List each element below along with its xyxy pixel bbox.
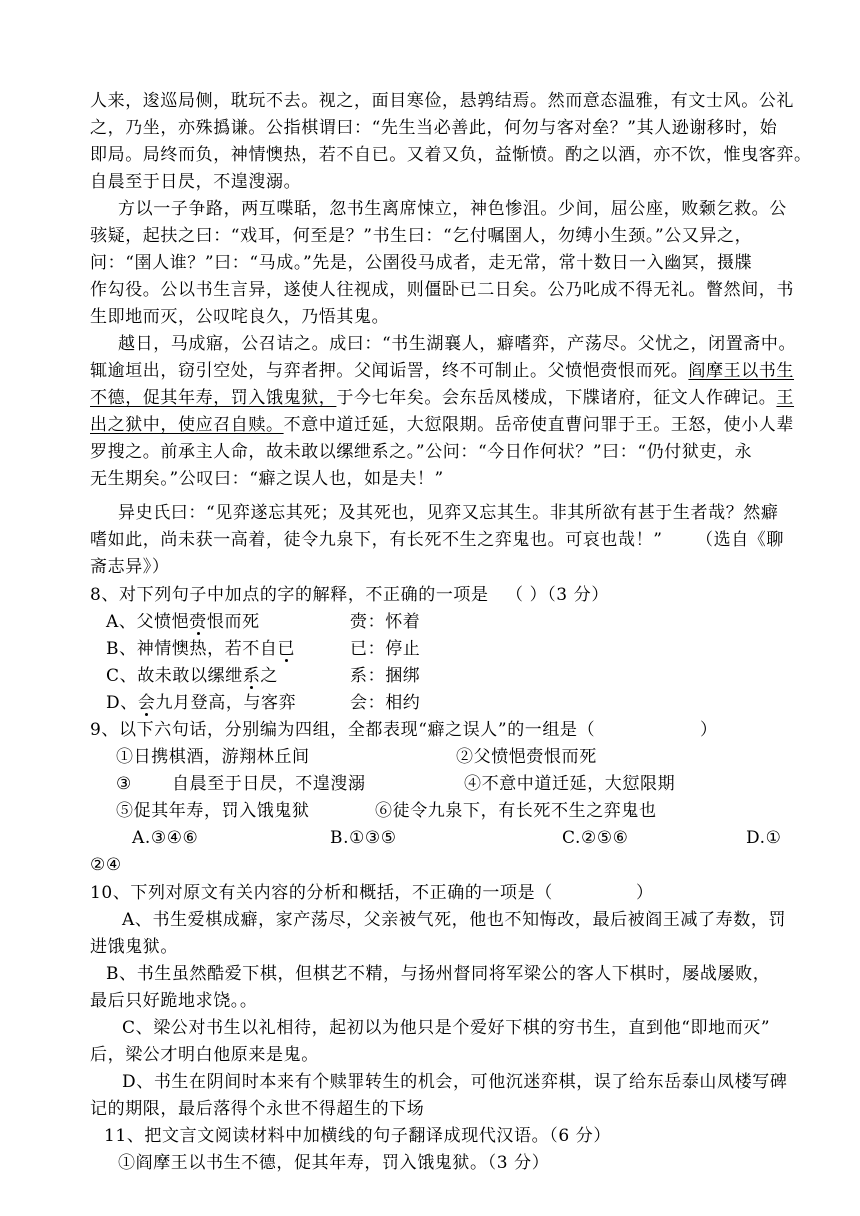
- passage-line: 越日，马成寤，公召诘之。成曰：“书生湖襄人，癖嗜弈，产荡尽。父忧之，闭置斋中。: [118, 334, 797, 354]
- source-citation: 斋志异》）: [90, 557, 170, 577]
- passage-line: 即局。局终而负，神情懊热，若不自已。又着又负，益惭愤。酌之以酒，亦不饮，惟曳客弈。: [90, 145, 812, 165]
- question-9-option-b: B.①③⑤: [330, 828, 397, 848]
- answer-paren: （ ）（3 分）: [506, 585, 609, 605]
- passage-line: [90, 385, 794, 411]
- question-8-option-d: D、会九月登高，与客弈: [106, 693, 297, 713]
- question-10-option-a-continued: 进饿鬼狱。: [90, 937, 178, 957]
- statement-1: ①日携棋酒，游翔林丘间: [116, 747, 310, 767]
- answer-paren-close: ）: [636, 883, 654, 903]
- dotted-char: 已: [277, 639, 296, 659]
- question-8-option-b: B、神情懊热，若不自已: [106, 639, 296, 659]
- dotted-char: 会: [137, 693, 156, 713]
- statement-5: ⑤促其年寿，罚入饿鬼狱: [116, 801, 310, 821]
- option-gloss: 已：停止: [350, 639, 421, 659]
- question-9-option-d: D.①: [746, 828, 782, 848]
- question-10-option-d: D、书生在阴间时本来有个赎罪转生的机会，可他沉迷弈棋，误了给东岳泰山凤楼写碑: [122, 1072, 788, 1092]
- underlined-sentence: 王: [776, 388, 795, 408]
- underlined-sentence: 阎摩王以书生: [688, 361, 795, 381]
- passage-line: [90, 358, 794, 384]
- option-gloss: 会：相约: [350, 693, 421, 713]
- statement-2: ②父愤悒赍恨而死: [456, 747, 597, 767]
- question-10-option-a: A、书生爱棋成癖，家产荡尽，父亲被气死，他也不知悔改，最后被阎王减了寿数，罚: [122, 910, 787, 930]
- question-9-option-d-continued: ②④: [90, 855, 122, 875]
- question-11-item-1: ①阎摩王以书生不德，促其年寿，罚入饿鬼狱。（3 分）: [118, 1153, 550, 1173]
- question-10-option-d-continued: 记的期限，最后落得个永世不得超生的下场: [90, 1099, 425, 1119]
- passage-line: 自晨至于日昃，不遑溲溺。: [90, 172, 302, 192]
- option-gloss: 赍：怀着: [350, 612, 421, 632]
- passage-line: 嗜如此，尚未获一高着，徒令九泉下，有长死不生之弈鬼也。可哀也哉！”: [90, 530, 663, 550]
- dotted-char: 赍: [189, 612, 207, 632]
- statement-6: ⑥徒令九泉下，有长死不生之弈鬼也: [375, 801, 657, 821]
- question-11-stem: 11、把文言文阅读材料中加横线的句子翻译成现代汉语。（6 分）: [104, 1126, 611, 1146]
- question-9-option-a: A.③④⑥: [132, 828, 199, 848]
- passage-text: 于今七年矣。会东岳凤楼成，下牒诸府，征文人作碑记。: [336, 388, 777, 408]
- passage-line: 罗搜之。前承主人命，故未敢以缧绁系之。”公问：“今日作何状？”曰：“仍付狱吏，永: [90, 442, 753, 462]
- question-8-option-c: C、故未敢以缧绁系之: [106, 666, 279, 686]
- passage-text: 辄逾垣出，窃引空处，与弈者押。父闻诟詈，终不可制止。父愤悒赍恨而死。: [90, 361, 689, 381]
- passage-line: 问：“圉人谁？”曰：“马成。”先是，公圉役马成者，走无常，常十数日一入幽冥，摄牒: [90, 253, 753, 273]
- answer-paren-close: ）: [700, 720, 718, 740]
- passage-line: 异史氏曰：“见弈遂忘其死；及其死也，见弈又忘其生。非其所欲有甚于生者哉？然癖: [118, 503, 779, 523]
- question-8-stem: 8、对下列句子中加点的字的解释，不正确的一项是: [90, 585, 489, 605]
- statement-4: ④不意中道迁延，大愆限期: [464, 774, 676, 794]
- dotted-char: 系: [242, 666, 261, 686]
- passage-line: [90, 412, 794, 438]
- passage-line: 之，乃坐，亦殊撝谦。公指棋谓曰：“先生当必善此，何勿与客对垒？”其人逊谢移时，始: [90, 118, 778, 138]
- underlined-sentence: 出之狱中，使应召自赎。: [90, 415, 284, 435]
- question-8-option-a: A、父愤悒赍恨而死: [106, 612, 260, 632]
- question-10-stem: 10、下列对原文有关内容的分析和概括，不正确的一项是（: [90, 883, 553, 903]
- underlined-sentence: 不德，促其年寿，罚入饿鬼狱，: [90, 388, 337, 408]
- question-9-option-c: C.②⑤⑥: [562, 828, 629, 848]
- passage-line: 作勾役。公以书生言异，遂使人往视成，则僵卧已二日矣。公乃叱成不得无礼。瞥然间，书: [90, 280, 794, 300]
- passage-line: 无生期矣。”公叹曰：“癖之误人也，如是夫！”: [90, 469, 444, 489]
- question-10-option-b: B、书生虽然酷爱下棋，但棋艺不精，与扬州督同将军梁公的客人下棋时，屡战屡败，: [106, 964, 771, 984]
- passage-line: 骇疑，起扶之曰：“戏耳，何至是？”书生曰：“乞付嘱圉人，勿缚小生颈。”公又异之，: [90, 226, 753, 246]
- question-10-option-c-continued: 后，梁公才明白他原来是鬼。: [90, 1045, 319, 1065]
- passage-line: 人来，逡巡局侧，耽玩不去。视之，面目寒俭，悬鹑结焉。然而意态温雅，有文士风。公礼: [90, 91, 794, 111]
- passage-line: 生即地而灭，公叹咤良久，乃悟其鬼。: [90, 307, 390, 327]
- question-10-option-b-continued: 最后只好跪地求饶。。: [90, 991, 258, 1011]
- question-9-stem: 9、以下六句话，分别编为四组，全都表现“癖之误人”的一组是（: [90, 720, 596, 740]
- statement-3-number: ③: [116, 774, 132, 794]
- question-10-option-c: C、梁公对书生以礼相待，起初以为他只是个爱好下棋的穷书生，直到他“即地而灭”: [122, 1018, 771, 1038]
- passage-text: 不意中道迁延，大愆限期。岳帝使直曹问罪于王。王怒，使小人辈: [283, 415, 795, 435]
- statement-3: 自晨至于日昃，不遑溲溺: [172, 774, 366, 794]
- option-gloss: 系：捆绑: [350, 666, 421, 686]
- source-citation: （选自《聊: [696, 530, 784, 550]
- passage-line: 方以一子争路，两互喋聒，忽书生离席悚立，神色惨沮。少间，屈公座，败颡乞救。公: [118, 199, 787, 219]
